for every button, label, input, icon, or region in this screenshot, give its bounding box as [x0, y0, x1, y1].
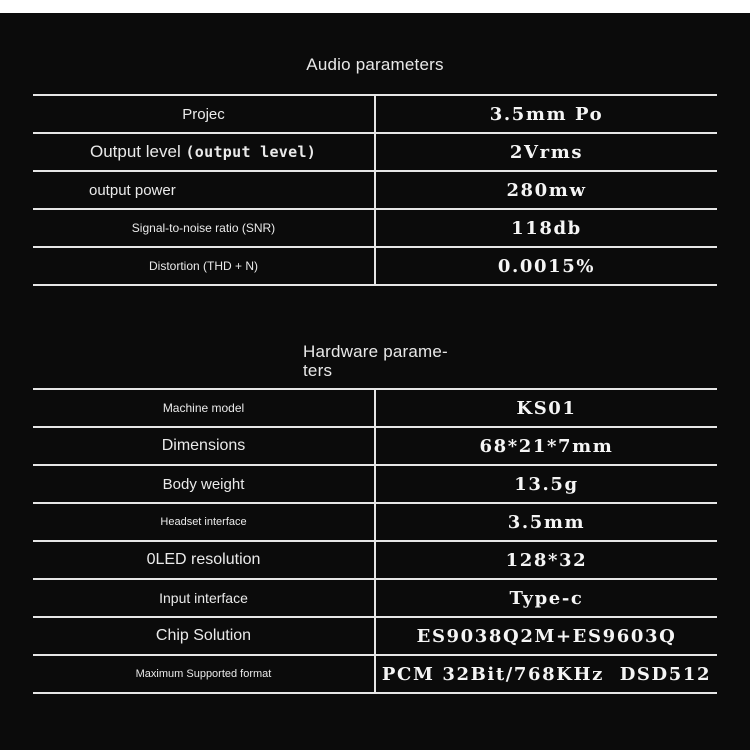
spec-label-text: Maximum Supported format: [135, 668, 272, 680]
spec-label-text: 0LED resolution: [146, 551, 261, 568]
spec-label: [33, 247, 375, 285]
table-row: [33, 541, 717, 579]
table-row: [33, 655, 717, 693]
table-row: [33, 171, 717, 209]
table-row: [33, 209, 717, 247]
spec-label: [33, 579, 375, 617]
spec-label-text: Dimensions: [161, 437, 246, 454]
spec-value: 2Vrms: [375, 133, 717, 171]
hardware-parameters-table: [33, 388, 717, 694]
top-white-strip: [0, 0, 750, 13]
spec-value: 118db: [375, 209, 717, 247]
spec-label-text: Distortion (THD + N): [148, 259, 258, 273]
spec-label: [33, 503, 375, 541]
spec-value: 3.5mm: [375, 503, 717, 541]
spec-label: [33, 617, 375, 655]
spec-value: PCM 32Bit/768KHz DSD512: [375, 655, 717, 693]
spec-label-text: Body weight: [162, 475, 245, 493]
table-row: [33, 95, 717, 133]
spec-label: [33, 389, 375, 427]
table-row: [33, 465, 717, 503]
spec-value: 280mw: [375, 171, 717, 209]
spec-value: 13.5g: [375, 465, 717, 503]
spec-value: 3.5mm Po: [375, 95, 717, 133]
spec-label: [33, 95, 375, 133]
table-row: [33, 617, 717, 655]
spec-label-text: Chip Solution: [155, 627, 252, 644]
spec-value: ES9038Q2M+ES9603Q: [375, 617, 717, 655]
spec-value: 128*32: [375, 541, 717, 579]
table-row: [33, 133, 717, 171]
table-row: [33, 579, 717, 617]
audio-section-title: Audio parameters: [306, 55, 444, 74]
audio-parameters-table: [33, 94, 717, 286]
spec-label: [33, 171, 375, 209]
spec-label: [33, 133, 375, 171]
spec-label-text: Input interface: [159, 590, 248, 606]
spec-label-text: Machine model: [162, 401, 245, 415]
spec-label-suffix: (output level): [185, 143, 317, 161]
hardware-title-line1: Hardware parame-: [303, 342, 448, 361]
spec-label-text: Projec: [182, 105, 225, 123]
spec-label-text: Headset interface: [160, 516, 247, 528]
spec-value: 68*21*7mm: [375, 427, 717, 465]
spec-label: [33, 541, 375, 579]
spec-label-text: Output level: [90, 142, 181, 161]
table-row: [33, 389, 717, 427]
spec-value: KS01: [375, 389, 717, 427]
table-row: [33, 247, 717, 285]
table-row: [33, 427, 717, 465]
table-row: [33, 503, 717, 541]
spec-label: [33, 465, 375, 503]
spec-label: [33, 655, 375, 693]
spec-label-text: output power: [89, 181, 176, 199]
spec-label-text: Signal-to-noise ratio (SNR): [131, 221, 276, 235]
spec-label: [33, 427, 375, 465]
hardware-section-title: [303, 342, 463, 380]
spec-value: Type-c: [375, 579, 717, 617]
spec-value: 0.0015%: [375, 247, 717, 285]
hardware-title-line2: ters: [303, 361, 333, 380]
spec-label: [33, 209, 375, 247]
